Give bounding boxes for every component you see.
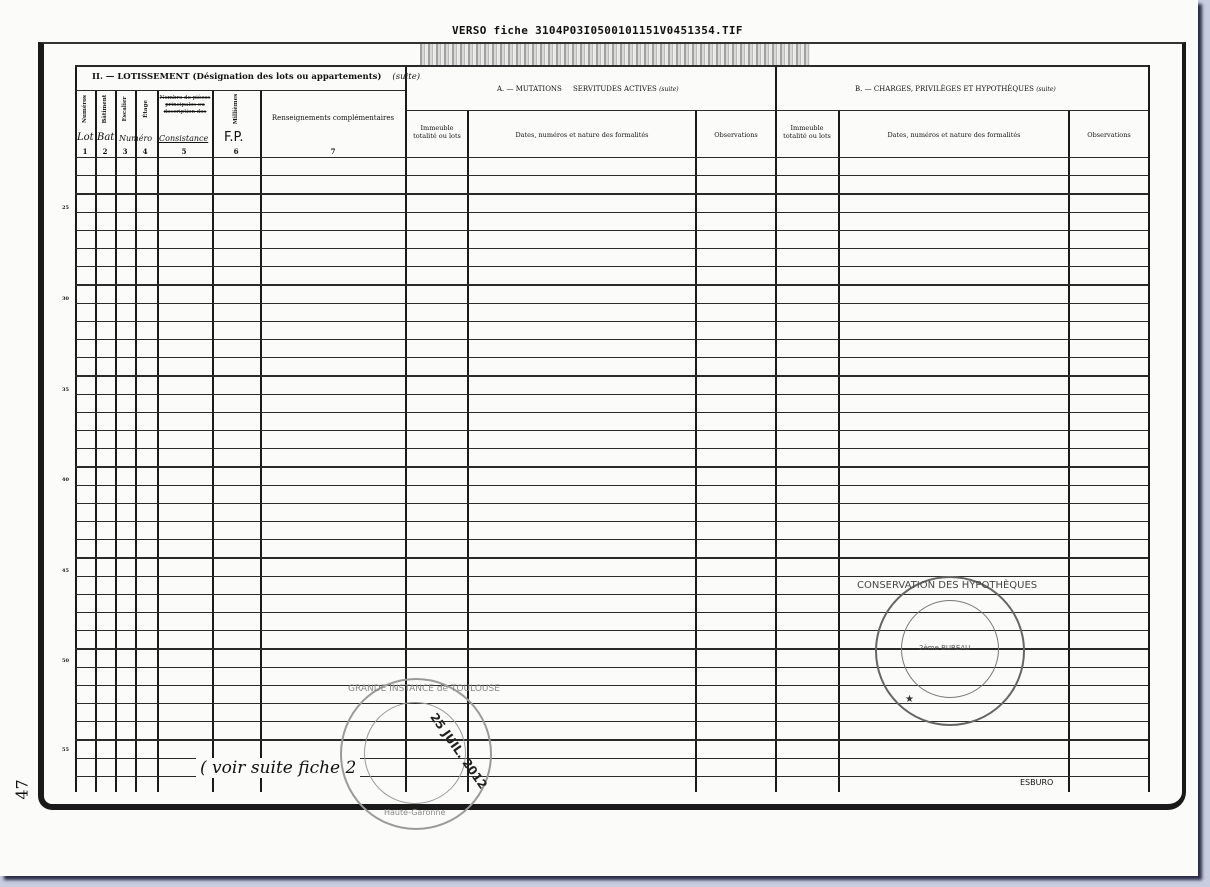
column-rule (157, 90, 159, 792)
handwritten-bat: Bat (97, 132, 115, 143)
row-rule (75, 448, 1148, 449)
tribunal-stamp-date: 25 JUIL. 2012 (427, 710, 491, 792)
column-rule (1148, 65, 1150, 792)
section-a-col-dates: Dates, numéros et nature des formalités (515, 131, 649, 139)
section-a-col-immeuble: Immeuble totalité ou lots (413, 124, 461, 141)
row-rule (75, 521, 1148, 522)
col-num-7: 7 (330, 147, 336, 156)
footer-mark: ESBURO (1020, 778, 1054, 787)
lotissement-title (92, 72, 420, 82)
row-rule (75, 230, 1148, 231)
tribunal-stamp-bottom-text: Haute-Garonne (384, 808, 446, 817)
section-a-col-observations: Observations (714, 131, 758, 139)
col-etage-label: Étage (143, 100, 149, 118)
row-rule (75, 157, 1148, 158)
row-rule (75, 248, 1148, 249)
handwritten-numero: Numéro (119, 134, 153, 143)
row-rule (75, 357, 1148, 358)
file-name-header: VERSO fiche 3104P03I0500101151V0451354.TIF (452, 24, 743, 37)
tribunal-stamp-outer-text: GRANDE INSTANCE de TOULOUSE (348, 684, 500, 694)
col-numeros-label: Numéros (82, 95, 88, 124)
header-rule (405, 110, 1148, 111)
col-num-5: 5 (181, 147, 187, 156)
row-rule (75, 503, 1148, 504)
section-b-title (855, 85, 1056, 93)
row-rule (75, 394, 1148, 395)
column-rule (95, 90, 97, 792)
column-rule (212, 90, 214, 792)
row-rule (75, 412, 1148, 413)
conservation-stamp-inner-text: 2ème BUREAU (919, 644, 971, 652)
row-rule (75, 576, 1148, 577)
row-rule (75, 721, 1148, 722)
row-rule (75, 466, 1148, 467)
header-rule (75, 65, 1148, 67)
section-b-col-observations: Observations (1087, 131, 1131, 139)
row-number: 50 (62, 658, 69, 664)
lotissement-suite: (suite) (392, 72, 421, 82)
column-rule (135, 90, 137, 792)
handwritten-note: ( voir suite fiche 2 (196, 758, 360, 778)
row-rule (75, 284, 1148, 285)
row-number: 25 (62, 205, 69, 211)
section-a-suite: (suite) (659, 86, 679, 93)
section-b-col-dates: Dates, numéros et nature des formalités (887, 131, 1021, 139)
row-rule (75, 266, 1148, 267)
col-num-6: 6 (233, 147, 239, 156)
row-rule (75, 339, 1148, 340)
col-batiment-label: Bâtiment (102, 94, 108, 124)
row-rule (75, 430, 1148, 431)
section-a-title (497, 85, 679, 93)
star-icon: ★ (905, 694, 914, 705)
col-num-1: 1 (82, 147, 88, 156)
row-number: 40 (62, 477, 69, 483)
row-number: 55 (62, 747, 69, 753)
col-num-3: 3 (122, 147, 128, 156)
row-rule (75, 539, 1148, 540)
row-rule (75, 375, 1148, 376)
row-rule (75, 557, 1148, 558)
tribunal-stamp (340, 678, 500, 830)
column-rule (75, 65, 77, 792)
section-b-col-immeuble: Immeuble totalité ou lots (783, 124, 831, 141)
row-number: 45 (62, 568, 69, 574)
section-b-title-text: B. — CHARGES, PRIVILÈGES ET HYPOTHÈQUES (855, 85, 1034, 93)
column-rule (115, 90, 117, 792)
margin-mark: 47 (12, 779, 32, 800)
col-num-2: 2 (102, 147, 108, 156)
row-rule (75, 739, 1148, 740)
row-rule (75, 303, 1148, 304)
row-rule (75, 212, 1148, 213)
row-rule (75, 193, 1148, 194)
col-num-4: 4 (142, 147, 148, 156)
row-number: 30 (62, 296, 69, 302)
conservation-stamp (857, 576, 1038, 726)
row-rule (75, 321, 1148, 322)
conservation-stamp-outer-text: CONSERVATION DES HYPOTHÈQUES (857, 580, 1038, 591)
row-rule (75, 485, 1148, 486)
col-escalier-label: Escalier (122, 96, 128, 122)
handwritten-fp: F.P. (224, 130, 244, 145)
column-rule (260, 90, 262, 792)
column-rule (775, 65, 777, 792)
section-b-suite: (suite) (1036, 86, 1056, 93)
section-a-title-text: A. — MUTATIONS SERVITUDES ACTIVES (497, 85, 657, 93)
handwritten-lot: Lot (77, 132, 94, 143)
row-number: 35 (62, 387, 69, 393)
col-renseignements-label: Renseignements complémentaires (271, 114, 395, 122)
row-rule (75, 175, 1148, 176)
handwritten-consistance: Consistance (159, 134, 209, 143)
lotissement-title-text: II. — LOTISSEMENT (Désignation des lots ou appartements) (92, 72, 382, 82)
col-pieces-label: Nombre de pièces principales ou description des (159, 95, 211, 115)
col-milliemes-label: Millièmes (233, 93, 239, 125)
